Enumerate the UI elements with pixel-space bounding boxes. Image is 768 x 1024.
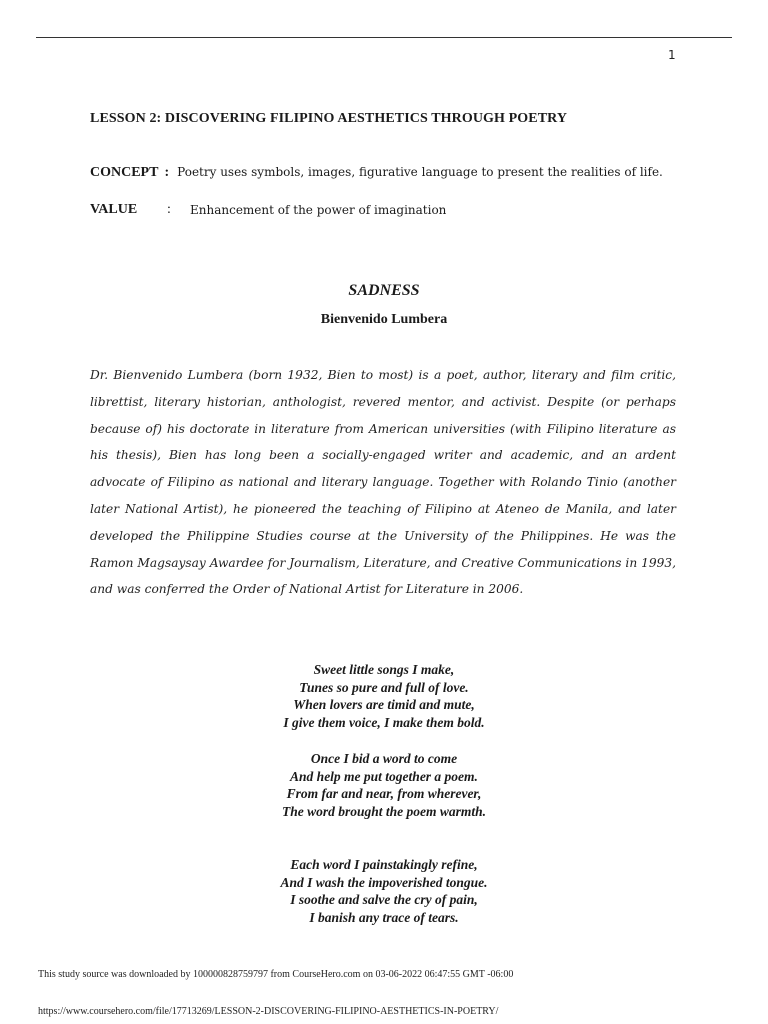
concept-text: Poetry uses symbols, images, figurative language to present the realities of life. [177, 165, 663, 179]
header-rule [36, 37, 732, 38]
poem-line: I give them voice, I make them bold. [283, 715, 485, 731]
poem-line: And help me put together a poem. [290, 768, 478, 784]
lesson-title: LESSON 2: DISCOVERING FILIPINO AESTHETICS THROUGH POETRY [90, 111, 568, 126]
poem-line: Each word I painstakingly refine, [290, 857, 478, 872]
value-label: VALUE [90, 202, 138, 217]
poem-title: SADNESS [348, 282, 420, 299]
value-text: Enhancement of the power of imagination [190, 203, 447, 217]
concept-label: CONCEPT [90, 165, 159, 180]
poem-line: Once I bid a word to come [310, 751, 458, 766]
poem-line: And I wash the impoverished tongue. [280, 874, 488, 890]
stanza-3 [0, 856, 768, 927]
value-row [90, 202, 447, 218]
source-url: https://www.coursehero.com/file/17713269/LESSON-2-DISCOVERING-FILIPINO-AESTHETICS-IN-POETRY/ [38, 1006, 499, 1017]
poem-line: Sweet little songs I make, [313, 662, 455, 677]
poem-line: The word brought the poem warmth. [281, 804, 487, 820]
poem-line: From far and near, from wherever, [286, 786, 482, 802]
poem-line: I soothe and salve the cry of pain, [290, 892, 478, 908]
poem-line: I banish any trace of tears. [309, 910, 459, 926]
concept-separator: : [164, 165, 170, 180]
poem-line: When lovers are timid and mute, [293, 697, 475, 713]
value-separator: : [167, 202, 171, 217]
poem-author: Bienvenido Lumbera [320, 312, 448, 327]
page-number: 1 [668, 48, 676, 62]
concept-row [90, 165, 663, 181]
stanza-2 [0, 750, 768, 821]
download-notice: This study source was downloaded by 100000828759797 from CourseHero.com on 03-06-2022 06:47:55 GMT -06:00 [38, 969, 514, 980]
author-biography: Dr. Bienvenido Lumbera (born 1932, Bien to most) is a poet, author, literary and film critic, librettist, literary historian, anthologist, revered mentor, and activist. Despite (or perhaps because of) his doctorate in literature from American universities (with Filipino literature as his thesis), Bien has long been a socially-engaged writer and academic, and an ardent advocate of Filipino as national and literary language. Together with Rolando Tinio (another later National Artist), he pioneered the teaching of Filipino at Ateneo de Manila, and later developed the Philippine Studies course at the University of the Philippines. He was the Ramon Magsaysay Awardee for Journalism, Literature, and Creative Communications in 1993, and was conferred the Order of National Artist for Literature in 2006. [90, 368, 676, 597]
stanza-1 [0, 661, 768, 732]
poem-line: Tunes so pure and full of love. [299, 679, 469, 695]
